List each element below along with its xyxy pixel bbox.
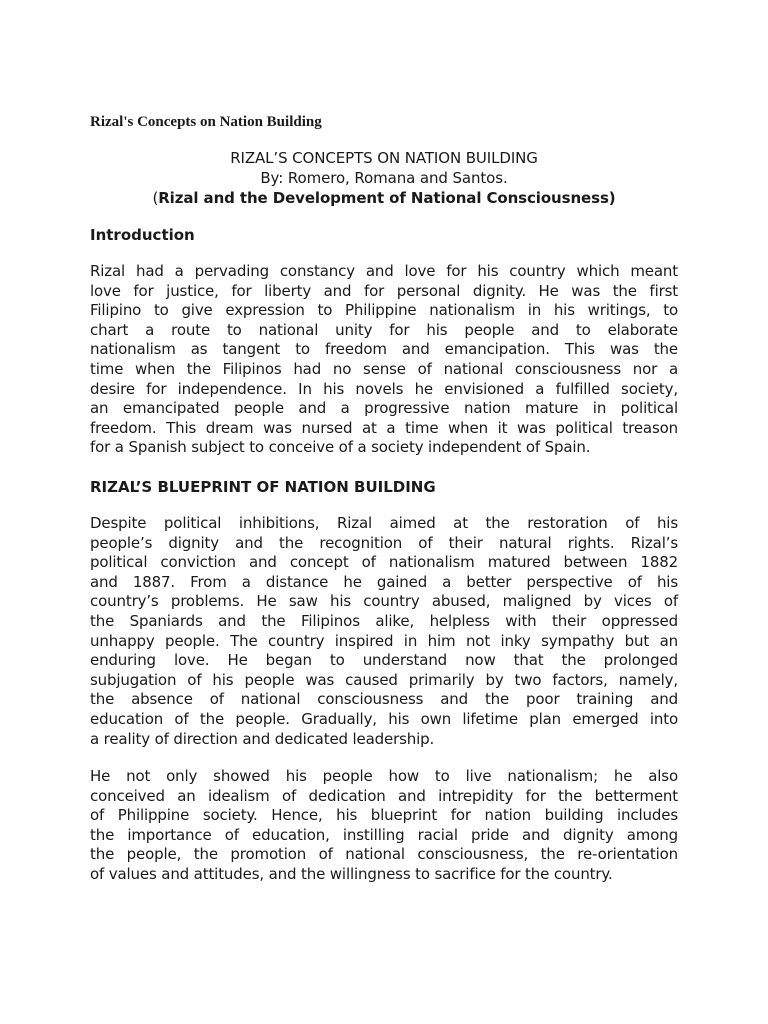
paragraph-line: Rizal had a pervading constancy and love for his country which meant <box>90 262 678 280</box>
section-heading-introduction: Introduction <box>90 226 195 244</box>
paragraph-line: a reality of direction and dedicated leadership. <box>90 729 435 748</box>
paragraph-line: country’s problems. He saw his country abused, maligned by vices of <box>90 592 678 611</box>
paragraph-line: love for justice, for liberty and for personal dignity. He was the first <box>90 281 678 300</box>
paragraph-line: an emancipated people and a progressive nation mature in political <box>90 399 678 418</box>
title-block <box>90 148 678 208</box>
paragraph-line: the importance of education, instilling racial pride and dignity among <box>90 825 678 844</box>
paragraph-blueprint-1 <box>90 514 678 749</box>
paragraph-line: the people, the promotion of national consciousness, the re-orientation <box>90 845 678 864</box>
paragraph-line: of values and attitudes, and the willingness to sacrifice for the country. <box>90 864 613 883</box>
subtitle <box>90 188 678 208</box>
paragraph-introduction <box>90 262 678 458</box>
paragraph-line: the absence of national consciousness and the poor training and <box>90 690 678 709</box>
paragraph-line: enduring love. He began to understand now that the prolonged <box>90 651 678 670</box>
paragraph-line: desire for independence. In his novels he envisioned a fulfilled society, <box>90 379 678 398</box>
paragraph-line: nationalism as tangent to freedom and emancipation. This was the <box>90 340 678 359</box>
paragraph-line: of Philippine society. Hence, his blueprint for nation building includes <box>90 806 678 825</box>
byline: By: Romero, Romana and Santos. <box>260 169 508 187</box>
paragraph-line: He not only showed his people how to live nationalism; he also <box>90 767 678 785</box>
paragraph-line: for a Spanish subject to conceive of a society independent of Spain. <box>90 438 591 457</box>
paragraph-blueprint-2 <box>90 767 678 885</box>
paragraph-line: chart a route to national unity for his people and to elaborate <box>90 320 678 339</box>
paragraph-line: people’s dignity and the recognition of their natural rights. Rizal’s <box>90 533 678 552</box>
paragraph-line: Filipino to give expression to Philippine nationalism in his writings, to <box>90 301 678 320</box>
section-heading-blueprint: RIZAL’S BLUEPRINT OF NATION BUILDING <box>90 478 436 496</box>
paragraph-line: education of the people. Gradually, his own lifetime plan emerged into <box>90 709 678 728</box>
paragraph-line: unhappy people. The country inspired in him not inky sympathy but an <box>90 631 678 650</box>
paragraph-line: and 1887. From a distance he gained a better perspective of his <box>90 572 678 591</box>
main-heading: RIZAL’S CONCEPTS ON NATION BUILDING <box>230 149 538 167</box>
subtitle-open-paren: ( <box>152 189 159 207</box>
paragraph-line: the Spaniards and the Filipinos alike, helpless with their oppressed <box>90 611 678 630</box>
paragraph-line: freedom. This dream was nursed at a time when it was political treason <box>90 418 678 437</box>
document-title: Rizal's Concepts on Nation Building <box>90 114 322 130</box>
paragraph-line: subjugation of his people was caused primarily by two factors, namely, <box>90 670 678 689</box>
subtitle-text: Rizal and the Development of National Consciousness) <box>158 189 616 207</box>
paragraph-line: Despite political inhibitions, Rizal aimed at the restoration of his <box>90 514 678 532</box>
paragraph-line: political conviction and concept of nationalism matured between 1882 <box>90 553 678 572</box>
paragraph-line: time when the Filipinos had no sense of national consciousness nor a <box>90 359 678 378</box>
paragraph-line: conceived an idealism of dedication and intrepidity for the betterment <box>90 786 678 805</box>
